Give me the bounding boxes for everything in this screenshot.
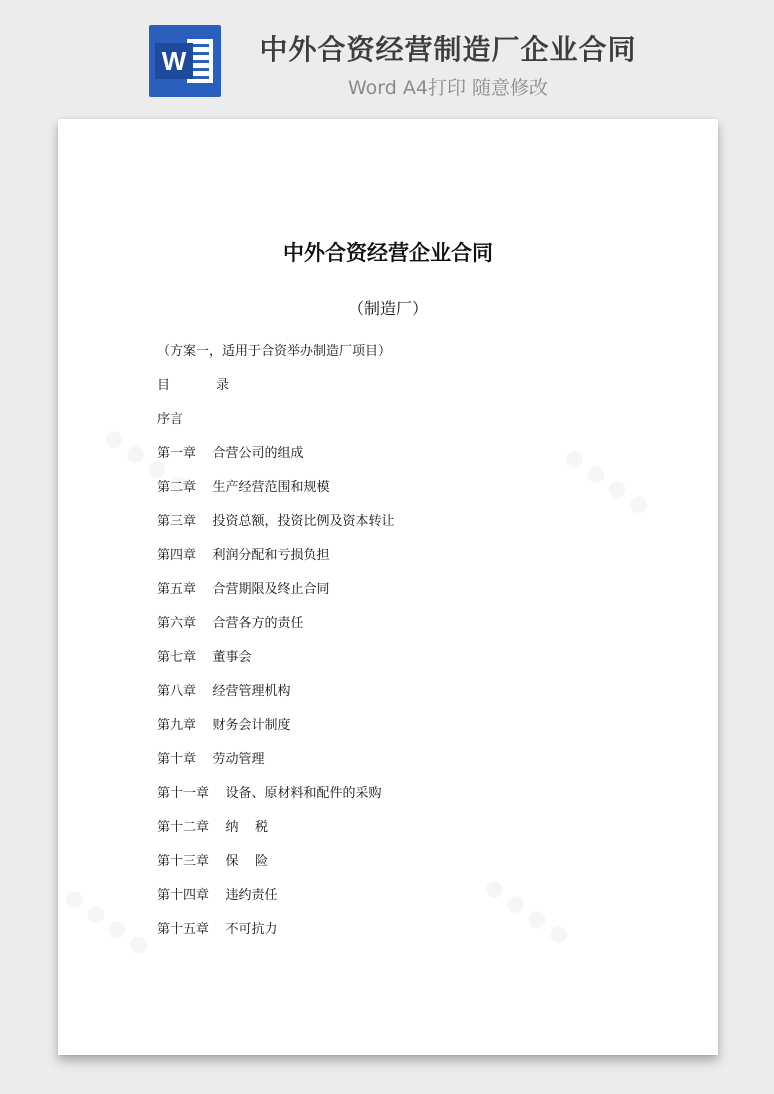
toc-heading-char: 录 [216,378,230,393]
toc-item: 第十一章 设备、原材料和配件的采购 [157,786,382,801]
toc-item: 第十二章 纳 税 [157,820,269,835]
table-of-contents [157,408,657,952]
toc-item: 第九章 财务会计制度 [157,718,291,733]
document-subtitle: （制造厂） [347,299,428,318]
toc-heading-char: 目 [157,378,171,393]
toc-item: 第四章 利润分配和亏损负担 [157,548,330,563]
word-letter: W [155,43,193,79]
document-page [58,119,718,1055]
toc-item: 第十四章 违约责任 [157,888,278,903]
toc-item: 第十五章 不可抗力 [157,922,278,937]
toc-item: 第十三章 保 险 [157,854,269,869]
word-logo-icon [149,25,221,97]
toc-item: 第六章 合营各方的责任 [157,616,304,631]
toc-item: 第五章 合营期限及终止合同 [157,582,330,597]
banner-subtitle: Word A4打印 随意修改 [347,77,548,99]
document-note: （方案一，适用于合资举办制造厂项目） [157,344,392,359]
toc-item: 第三章 投资总额，投资比例及资本转让 [157,514,395,529]
toc-heading [157,374,229,393]
toc-item: 第十章 劳动管理 [157,752,265,767]
toc-item: 序言 [157,412,184,427]
document-title: 中外合资经营企业合同 [283,241,493,265]
banner-title: 中外合资经营制造厂企业合同 [259,33,637,66]
toc-item: 第八章 经营管理机构 [157,684,291,699]
toc-item: 第二章 生产经营范围和规模 [157,480,330,495]
banner [0,0,774,118]
toc-item: 第一章 合营公司的组成 [157,446,304,461]
toc-item: 第七章 董事会 [157,650,252,665]
watermark [60,883,154,960]
